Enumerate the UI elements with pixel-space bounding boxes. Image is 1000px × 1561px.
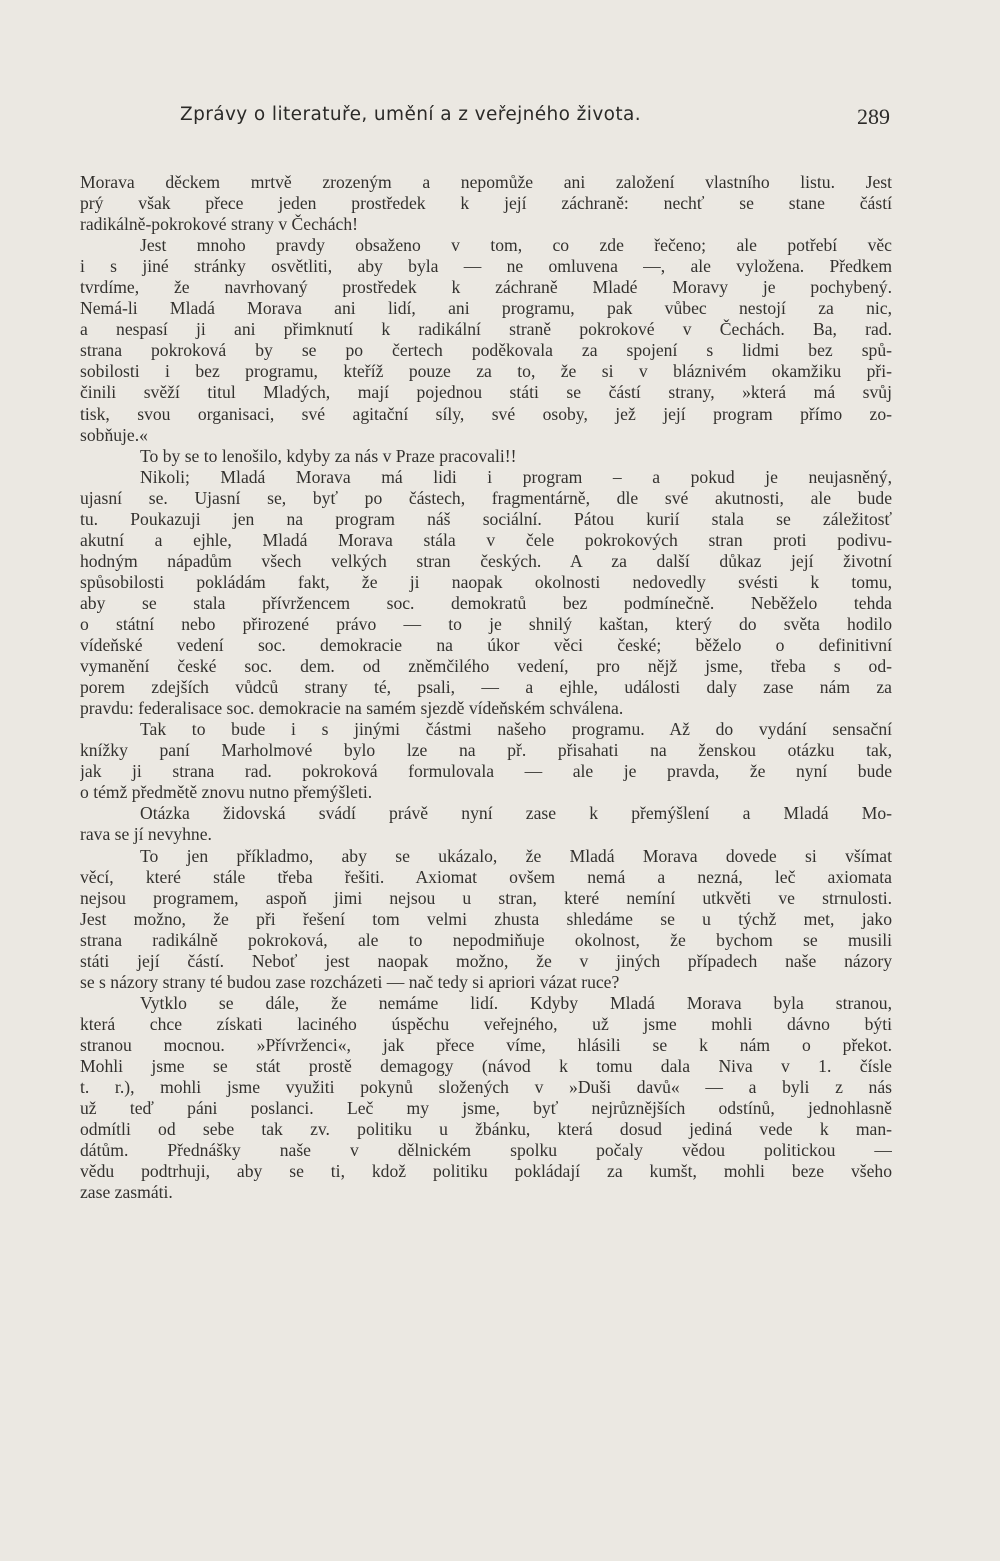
text-line: věcí, které stále třeba řešiti. Axiomat ovšem nemá a nezná, leč axiomata xyxy=(80,866,892,887)
text-line: strana pokroková by se po čertech poděkovala za spojení s lidmi bez spů- xyxy=(80,340,892,361)
body-text xyxy=(80,172,892,1203)
running-header xyxy=(80,104,892,138)
text-line: ujasní se. Ujasní se, byť po částech, fragmentárně, dle své akutnosti, ale bude xyxy=(80,487,892,508)
text-line: hodným nápadům všech velkých stran českých. A za další důkaz její životní xyxy=(80,550,892,571)
text-line: prý však přece jeden prostředek k její záchraně: nechť se stane částí xyxy=(80,193,892,214)
text-line: rava se jí nevyhne. xyxy=(80,824,212,845)
text-line: činili svěží titul Mladých, mají pojednou státi se částí strany, »která má svůj xyxy=(80,382,892,403)
page-number: 289 xyxy=(857,104,890,129)
text-line: Vytklo se dále, že nemáme lidí. Kdyby Mladá Morava byla stranou, xyxy=(140,992,892,1013)
text-line: Jest možno, že při řešení tom velmi zhusta shledáme se u týchž met, jako xyxy=(80,908,892,929)
text-line: Nemá-li Mladá Morava ani lidí, ani programu, pak vůbec nestojí za nic, xyxy=(80,298,892,319)
text-line: vymanění české soc. dem. od zněmčilého vedení, pro nějž jsme, třeba s od- xyxy=(80,656,892,677)
text-line: dátům. Přednášky naše v dělnickém spolku počaly vědou politickou — xyxy=(80,1140,892,1161)
text-line: jak ji strana rad. pokroková formulovala — ale je pravda, že nyní bude xyxy=(80,761,892,782)
text-line: se s názory strany té budou zase rozcházeti — nač tedy si apriori vázat ruce? xyxy=(80,971,620,992)
text-line: tisk, svou organisaci, své agitační síly, své osoby, jež její program přímo zo- xyxy=(80,403,892,424)
text-line: která chce získati laciného úspěchu veřejného, už jsme mohli dávno býti xyxy=(80,1013,892,1034)
text-line: už teď páni poslanci. Leč my jsme, byť nejrůznějších odstínů, jednohlasně xyxy=(80,1098,892,1119)
text-line: t. r.), mohli jsme využiti pokynů složených v »Duši davů« — a byli z nás xyxy=(80,1077,892,1098)
running-header-title: Zprávy o literatuře, umění a z veřejného života. xyxy=(180,104,642,125)
text-line: Otázka židovská svádí právě nyní zase k přemýšlení a Mladá Mo- xyxy=(140,803,892,824)
text-line: zase zasmáti. xyxy=(80,1182,173,1203)
text-line: To jen příkladmo, aby se ukázalo, že Mladá Morava dovede si všímat xyxy=(140,845,892,866)
text-line: sobňuje.« xyxy=(80,424,148,445)
text-line: tvrdíme, že navrhovaný prostředek k záchraně Mladé Moravy je pochybený. xyxy=(80,277,892,298)
text-line: Tak to bude i s jinými částmi našeho programu. Až do vydání sensační xyxy=(140,719,892,740)
text-line: akutní a ejhle, Mladá Morava stála v čele pokrokových stran proti podivu- xyxy=(80,529,892,550)
text-line: Morava děckem mrtvě zrozeným a nepomůže ani založení vlastního listu. Jest xyxy=(80,172,892,192)
text-line: radikálně-pokrokové strany v Čechách! xyxy=(80,214,358,235)
text-line: tu. Poukazuji jen na program náš sociální. Pátou kurií stala se záležitosť xyxy=(80,508,892,529)
text-line: a nespasí ji ani přimknutí k radikální straně pokrokové v Čechách. Ba, rad. xyxy=(80,319,892,340)
text-line: Nikoli; Mladá Morava má lidi i program – a pokud je neujasněný, xyxy=(140,466,892,487)
text-line: nejsou programem, aspoň jimi nejsou u stran, které nemíní utkvěti ve strnulosti. xyxy=(80,887,892,908)
text-line: stranou mocnou. »Přívrženci«, jak přece víme, hlásili se k nám o překot. xyxy=(80,1034,892,1055)
text-line: pravdu: federalisace soc. demokracie na samém sjezdě vídeňském schválena. xyxy=(80,698,624,719)
text-line: i s jiné stránky osvětliti, aby byla — ne omluvena —, ale vyložena. Předkem xyxy=(80,256,892,277)
text-line: Mohli jsme se stát prostě demagogy (návod k tomu dala Niva v 1. čísle xyxy=(80,1055,892,1076)
text-line: spůsobilosti pokládám fakt, že ji naopak okolnosti nedovedly svésti k tomu, xyxy=(80,571,892,592)
text-line: Jest mnoho pravdy obsaženo v tom, co zde řečeno; ale potřebí věc xyxy=(140,235,892,256)
text-line: vědu podtrhuji, aby se ti, kdož politiku pokládají za kumšt, mohli beze všeho xyxy=(80,1161,892,1182)
text-line: porem zdejších vůdců strany té, psali, — a ejhle, události daly zase nám za xyxy=(80,677,892,698)
text-line: strana radikálně pokroková, ale to nepodmiňuje okolnost, že bychom se musili xyxy=(80,929,892,950)
text-line: státi její částí. Neboť jest naopak možno, že v jiných případech naše názory xyxy=(80,950,892,971)
text-line: odmítli od sebe tak zv. politiku u žbánku, která dosud jediná vede k man- xyxy=(80,1119,892,1140)
text-line: sobilosti i bez programu, kteříž pouze za to, že si v bláznivém okamžiku při- xyxy=(80,361,892,382)
text-line: o státní nebo přirozené právo — to je shnilý kaštan, který do světa hodilo xyxy=(80,613,892,634)
text-line: aby se stala přívržencem soc. demokratů bez podmínečně. Neběželo tehda xyxy=(80,592,892,613)
text-line: o témž předmětě znovu nutno přemýšleti. xyxy=(80,782,373,803)
text-line: vídeňské vedení soc. demokracie na úkor věci české; běželo o definitivní xyxy=(80,635,892,656)
text-line: knížky paní Marholmové bylo lze na př. přisahati na ženskou otázku tak, xyxy=(80,740,892,761)
text-line: To by se to lenošilo, kdyby za nás v Praze pracovali!! xyxy=(140,445,517,466)
